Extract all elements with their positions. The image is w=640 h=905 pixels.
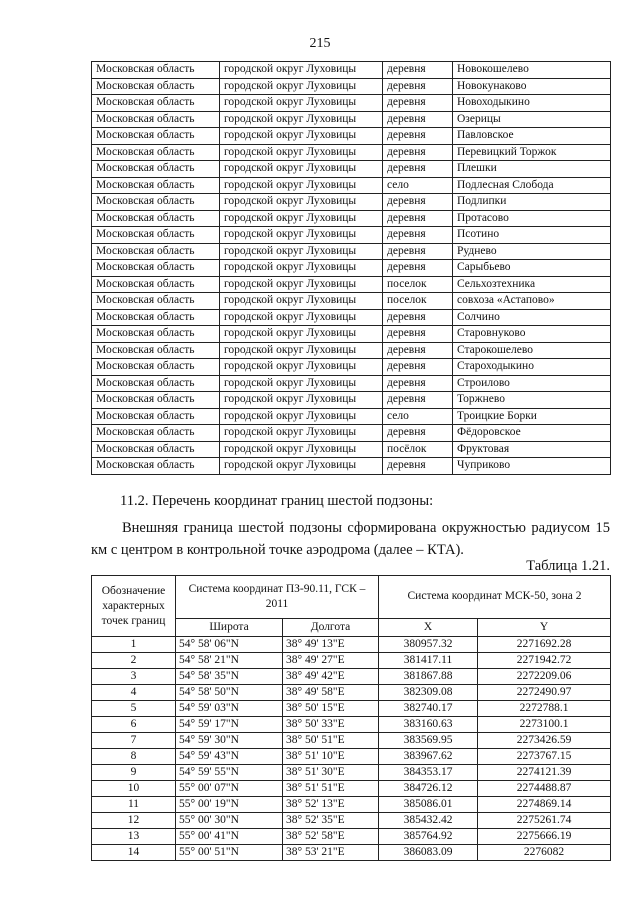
locality-row [92,441,611,458]
x-cell: 383160.63 [379,717,478,733]
district-cell: городской округ Луховицы [220,392,383,409]
longitude-cell: 38° 50' 33"E [283,717,379,733]
coordinate-row [92,733,611,749]
settlement-type-cell: посёлок [383,441,453,458]
settlement-name-cell: совхоза «Астапово» [453,293,611,310]
section-paragraph [91,517,610,561]
settlement-type-cell: деревня [383,128,453,145]
region-cell: Московская область [92,227,220,244]
point-number-cell: 8 [92,749,176,765]
latitude-cell: 54° 59' 30"N [176,733,283,749]
point-number-cell: 9 [92,765,176,781]
settlement-type-cell: деревня [383,359,453,376]
locality-row [92,342,611,359]
region-cell: Московская область [92,392,220,409]
district-cell: городской округ Луховицы [220,425,383,442]
locality-row [92,293,611,310]
locality-row [92,243,611,260]
district-cell: городской округ Луховицы [220,276,383,293]
paragraph-text: Внешняя граница шестой подзоны сформирована окружностью радиусом 15 км с центром в контрольной точке аэродрома (далее – КТА). [91,520,610,558]
settlement-name-cell: Новоходыкино [453,95,611,112]
settlement-name-cell: Подлесная Слобода [453,177,611,194]
district-cell: городской округ Луховицы [220,194,383,211]
locality-row [92,177,611,194]
coordinate-row [92,845,611,861]
y-cell: 2274121.39 [478,765,611,781]
x-cell: 382309.08 [379,685,478,701]
settlement-type-cell: деревня [383,144,453,161]
longitude-cell: 38° 49' 13"E [283,637,379,653]
district-cell: городской округ Луховицы [220,95,383,112]
point-number-cell: 12 [92,813,176,829]
y-cell: 2276082 [478,845,611,861]
locality-row [92,375,611,392]
latitude-cell: 54° 59' 17"N [176,717,283,733]
settlement-type-cell: деревня [383,194,453,211]
locality-row [92,359,611,376]
settlement-type-cell: деревня [383,227,453,244]
coordinate-row [92,829,611,845]
settlement-name-cell: Торжнево [453,392,611,409]
settlement-name-cell: Старокошелево [453,342,611,359]
y-cell: 2273426.59 [478,733,611,749]
region-cell: Московская область [92,425,220,442]
coordinate-row [92,781,611,797]
settlement-type-cell: деревня [383,210,453,227]
locality-row [92,309,611,326]
point-number-cell: 3 [92,669,176,685]
coordinate-row [92,749,611,765]
coordinate-row [92,653,611,669]
settlement-type-cell: деревня [383,78,453,95]
x-cell: 385432.42 [379,813,478,829]
settlement-type-cell: деревня [383,243,453,260]
region-cell: Московская область [92,128,220,145]
point-number-cell: 2 [92,653,176,669]
settlement-name-cell: Сельхозтехника [453,276,611,293]
settlement-name-cell: Сарыбьево [453,260,611,277]
x-cell: 384726.12 [379,781,478,797]
district-cell: городской округ Луховицы [220,359,383,376]
point-number-cell: 1 [92,637,176,653]
district-cell: городской округ Луховицы [220,458,383,475]
longitude-cell: 38° 49' 42"E [283,669,379,685]
settlement-type-cell: деревня [383,458,453,475]
x-cell: 380957.32 [379,637,478,653]
region-cell: Московская область [92,194,220,211]
settlement-type-cell: деревня [383,375,453,392]
page-number: 215 [309,36,331,51]
region-cell: Московская область [92,309,220,326]
x-cell: 385764.92 [379,829,478,845]
district-cell: городской округ Луховицы [220,342,383,359]
longitude-cell: 38° 49' 27"E [283,653,379,669]
y-cell: 2272788.1 [478,701,611,717]
coordinate-row [92,637,611,653]
point-number-cell: 10 [92,781,176,797]
coordinates-table [91,575,611,861]
region-cell: Московская область [92,458,220,475]
region-cell: Московская область [92,177,220,194]
settlement-name-cell: Озерицы [453,111,611,128]
longitude-cell: 38° 51' 10"E [283,749,379,765]
district-cell: городской округ Луховицы [220,326,383,343]
longitude-cell: 38° 50' 15"E [283,701,379,717]
header-system-pz: Система координат ПЗ-90.11, ГСК – 2011 [176,576,379,619]
region-cell: Московская область [92,111,220,128]
district-cell: городской округ Луховицы [220,177,383,194]
longitude-cell: 38° 50' 51"E [283,733,379,749]
district-cell: городской округ Луховицы [220,375,383,392]
point-number-cell: 14 [92,845,176,861]
x-cell: 385086.01 [379,797,478,813]
latitude-cell: 54° 58' 50"N [176,685,283,701]
locality-row [92,260,611,277]
locality-row [92,458,611,475]
header-y: Y [478,618,611,636]
region-cell: Московская область [92,62,220,79]
x-cell: 381417.11 [379,653,478,669]
settlement-name-cell: Подлипки [453,194,611,211]
header-latitude: Широта [176,618,283,636]
point-number-cell: 11 [92,797,176,813]
district-cell: городской округ Луховицы [220,309,383,326]
locality-row [92,161,611,178]
latitude-cell: 54° 59' 43"N [176,749,283,765]
latitude-cell: 54° 59' 55"N [176,765,283,781]
locality-row [92,95,611,112]
settlement-name-cell: Плешки [453,161,611,178]
y-cell: 2275666.19 [478,829,611,845]
settlement-type-cell: поселок [383,276,453,293]
district-cell: городской округ Луховицы [220,243,383,260]
table-label: Таблица 1.21. [526,558,610,574]
point-number-cell: 13 [92,829,176,845]
region-cell: Московская область [92,95,220,112]
district-cell: городской округ Луховицы [220,293,383,310]
region-cell: Московская область [92,276,220,293]
localities-table [91,61,611,475]
locality-row [92,194,611,211]
point-number-cell: 5 [92,701,176,717]
section-heading: 11.2. Перечень координат границ шестой подзоны: [120,493,434,509]
latitude-cell: 55° 00' 30"N [176,813,283,829]
locality-row [92,227,611,244]
coordinate-row [92,797,611,813]
x-cell: 381867.88 [379,669,478,685]
locality-row [92,128,611,145]
district-cell: городской округ Луховицы [220,78,383,95]
settlement-name-cell: Новокунаково [453,78,611,95]
y-cell: 2272209.06 [478,669,611,685]
coordinate-row [92,813,611,829]
region-cell: Московская область [92,144,220,161]
district-cell: городской округ Луховицы [220,128,383,145]
settlement-type-cell: деревня [383,260,453,277]
y-cell: 2273767.15 [478,749,611,765]
coordinate-row [92,701,611,717]
settlement-type-cell: деревня [383,62,453,79]
locality-row [92,408,611,425]
x-cell: 384353.17 [379,765,478,781]
locality-row [92,392,611,409]
region-cell: Московская область [92,408,220,425]
longitude-cell: 38° 52' 58"E [283,829,379,845]
region-cell: Московская область [92,78,220,95]
region-cell: Московская область [92,210,220,227]
header-longitude: Долгота [283,618,379,636]
region-cell: Московская область [92,375,220,392]
settlement-name-cell: Строилово [453,375,611,392]
district-cell: городской округ Луховицы [220,260,383,277]
settlement-type-cell: деревня [383,425,453,442]
settlement-name-cell: Павловское [453,128,611,145]
x-cell: 382740.17 [379,701,478,717]
locality-row [92,62,611,79]
region-cell: Московская область [92,326,220,343]
district-cell: городской округ Луховицы [220,408,383,425]
settlement-name-cell: Старовнуково [453,326,611,343]
latitude-cell: 54° 59' 03"N [176,701,283,717]
locality-row [92,210,611,227]
x-cell: 386083.09 [379,845,478,861]
point-number-cell: 4 [92,685,176,701]
settlement-name-cell: Перевицкий Торжок [453,144,611,161]
district-cell: городской округ Луховицы [220,111,383,128]
longitude-cell: 38° 51' 30"E [283,765,379,781]
settlement-type-cell: деревня [383,309,453,326]
locality-row [92,144,611,161]
header-x: X [379,618,478,636]
coordinate-row [92,765,611,781]
region-cell: Московская область [92,342,220,359]
settlement-type-cell: село [383,177,453,194]
settlement-name-cell: Псотино [453,227,611,244]
point-number-cell: 6 [92,717,176,733]
latitude-cell: 55° 00' 07"N [176,781,283,797]
district-cell: городской округ Луховицы [220,441,383,458]
locality-row [92,326,611,343]
coordinate-row [92,669,611,685]
settlement-name-cell: Солчино [453,309,611,326]
coordinate-row [92,685,611,701]
y-cell: 2271692.28 [478,637,611,653]
settlement-type-cell: деревня [383,111,453,128]
latitude-cell: 54° 58' 35"N [176,669,283,685]
y-cell: 2272490.97 [478,685,611,701]
settlement-type-cell: деревня [383,161,453,178]
x-cell: 383967.62 [379,749,478,765]
region-cell: Московская область [92,293,220,310]
region-cell: Московская область [92,441,220,458]
y-cell: 2274488.87 [478,781,611,797]
y-cell: 2271942.72 [478,653,611,669]
settlement-type-cell: деревня [383,342,453,359]
settlement-type-cell: деревня [383,392,453,409]
settlement-name-cell: Троицкие Борки [453,408,611,425]
district-cell: городской округ Луховицы [220,144,383,161]
district-cell: городской округ Луховицы [220,62,383,79]
settlement-type-cell: село [383,408,453,425]
longitude-cell: 38° 51' 51"E [283,781,379,797]
settlement-name-cell: Руднево [453,243,611,260]
region-cell: Московская область [92,359,220,376]
settlement-name-cell: Чуприково [453,458,611,475]
longitude-cell: 38° 52' 13"E [283,797,379,813]
region-cell: Московская область [92,161,220,178]
header-system-msk: Система координат МСК-50, зона 2 [379,576,611,619]
settlement-name-cell: Новокошелево [453,62,611,79]
latitude-cell: 55° 00' 41"N [176,829,283,845]
locality-row [92,425,611,442]
x-cell: 383569.95 [379,733,478,749]
district-cell: городской округ Луховицы [220,210,383,227]
settlement-name-cell: Староходыкино [453,359,611,376]
y-cell: 2274869.14 [478,797,611,813]
header-point: Обозначение характерных точек границ [92,576,176,637]
longitude-cell: 38° 53' 21"E [283,845,379,861]
settlement-name-cell: Протасово [453,210,611,227]
district-cell: городской округ Луховицы [220,227,383,244]
latitude-cell: 55° 00' 19"N [176,797,283,813]
region-cell: Московская область [92,243,220,260]
point-number-cell: 7 [92,733,176,749]
settlement-name-cell: Фруктовая [453,441,611,458]
longitude-cell: 38° 52' 35"E [283,813,379,829]
district-cell: городской округ Луховицы [220,161,383,178]
coordinate-row [92,717,611,733]
y-cell: 2275261.74 [478,813,611,829]
locality-row [92,111,611,128]
settlement-name-cell: Фёдоровское [453,425,611,442]
region-cell: Московская область [92,260,220,277]
y-cell: 2273100.1 [478,717,611,733]
locality-row [92,276,611,293]
locality-row [92,78,611,95]
settlement-type-cell: деревня [383,95,453,112]
settlement-type-cell: деревня [383,326,453,343]
settlement-type-cell: поселок [383,293,453,310]
latitude-cell: 54° 58' 06"N [176,637,283,653]
longitude-cell: 38° 49' 58"E [283,685,379,701]
latitude-cell: 54° 58' 21"N [176,653,283,669]
latitude-cell: 55° 00' 51"N [176,845,283,861]
